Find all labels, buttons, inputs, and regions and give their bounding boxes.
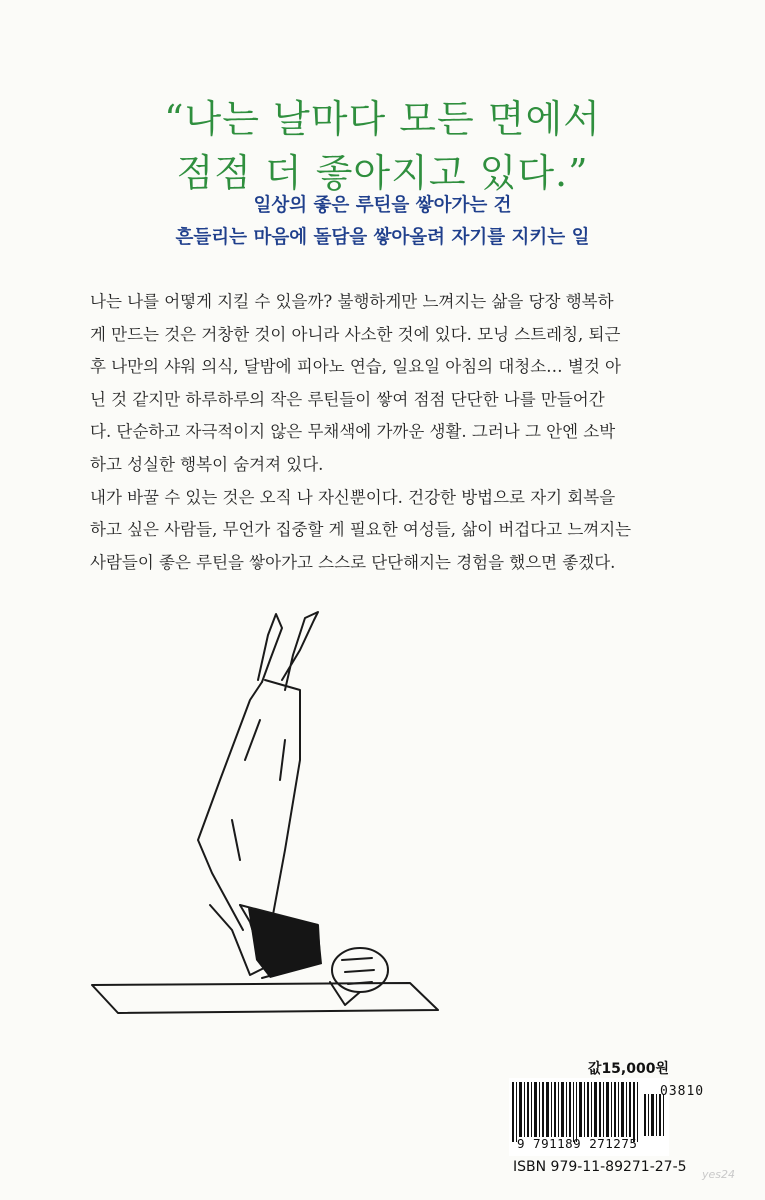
foot-back <box>258 614 282 682</box>
subtitle-line-1: 일상의 좋은 루틴을 쌓아가는 건 <box>253 195 512 216</box>
cover-subtitle <box>0 190 765 254</box>
description-line: 내가 바꿀 수 있는 것은 오직 나 자신뿐이다. 건강한 방법으로 자기 회복을 <box>90 487 616 507</box>
subtitle-line-2: 흔들리는 마음에 돌담을 쌓아올려 자기를 지키는 일 <box>175 227 590 248</box>
leg-front <box>265 680 300 920</box>
barcode-addon-digits: 03810 <box>660 1084 705 1099</box>
description-line: 다. 단순하고 자극적이지 않은 무채색에 가까운 생활. 그러나 그 안엔 소박 <box>90 422 616 442</box>
price-label: 값15,000원 <box>587 1061 669 1077</box>
description-line: 게 만드는 것은 거창한 것이 아니라 사소한 것에 있다. 모닝 스트레칭, 퇴근 <box>90 324 621 344</box>
yoga-mat <box>92 983 438 1013</box>
yoga-shoulder-stand-illustration <box>80 600 460 1020</box>
hair-lines <box>342 958 374 984</box>
leg-back <box>198 682 262 930</box>
description-line: 사람들이 좋은 루틴을 쌓아가고 스스로 단단해지는 경험을 했으면 좋겠다. <box>90 552 616 572</box>
book-description <box>90 286 690 579</box>
description-line: 나는 나를 어떻게 지킬 수 있을까? 불행하게만 느껴지는 삶을 당장 행복하 <box>90 292 614 311</box>
description-line: 하고 싶은 사람들, 무언가 집중할 게 필요한 여성들, 삶이 버겁다고 느껴지는 <box>90 520 632 540</box>
isbn-number: ISBN 979-11-89271-27-5 <box>513 1159 687 1175</box>
foot-front <box>282 612 318 690</box>
watermark: yes24 <box>701 1168 735 1181</box>
description-line: 하고 성실한 행복이 숨겨져 있다. <box>90 454 324 474</box>
ponytail <box>330 982 360 1005</box>
barcode-digits: 9 791189 271275 <box>517 1136 638 1151</box>
quote-line-1: “나는 날마다 모든 면에서 <box>164 97 601 141</box>
quote-line-2: 점점 더 좋아지고 있다.” <box>176 151 589 195</box>
cover-quote <box>0 92 765 200</box>
description-line: 후 나만의 샤워 의식, 달밤에 피아노 연습, 일요일 아침의 대청소… 별것 아 <box>90 357 621 377</box>
description-line: 닌 것 같지만 하루하루의 작은 루틴들이 쌓여 점점 단단한 나를 만들어간 <box>90 389 605 409</box>
black-top <box>248 908 322 978</box>
